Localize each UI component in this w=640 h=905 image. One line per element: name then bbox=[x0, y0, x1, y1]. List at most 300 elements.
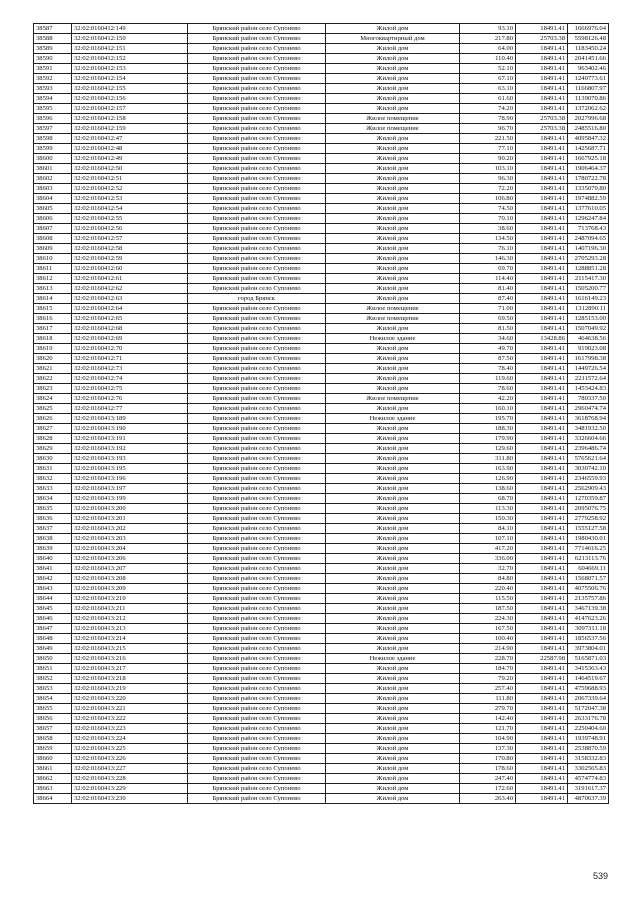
cadastral-value-cell: 2396486.74 bbox=[568, 444, 609, 454]
address-cell: город Брянск bbox=[188, 294, 326, 304]
row-number-cell: 38609 bbox=[34, 244, 72, 254]
table-row bbox=[34, 324, 609, 334]
address-cell: Брянский район село Супонево bbox=[188, 614, 326, 624]
row-number-cell: 38652 bbox=[34, 674, 72, 684]
cadastral-value-cell: 1312890.11 bbox=[568, 304, 609, 314]
table-row bbox=[34, 214, 609, 224]
specific-value-cell: 18491.41 bbox=[516, 44, 568, 54]
cadastral-value-cell: 1666976.04 bbox=[568, 24, 609, 34]
cadastral-number-cell: 32:02:0160413:189 bbox=[72, 414, 188, 424]
row-number-cell: 38637 bbox=[34, 524, 72, 534]
cadastral-value-cell: 4870637.39 bbox=[568, 794, 609, 804]
specific-value-cell: 18491.41 bbox=[516, 294, 568, 304]
cadastral-value-cell: 1906464.37 bbox=[568, 164, 609, 174]
table-row bbox=[34, 364, 609, 374]
table-row bbox=[34, 704, 609, 714]
object-type-cell: Жилой дом bbox=[326, 504, 460, 514]
specific-value-cell: 18491.41 bbox=[516, 514, 568, 524]
cadastral-value-cell: 3302565.83 bbox=[568, 764, 609, 774]
row-number-cell: 38598 bbox=[34, 134, 72, 144]
cadastral-number-cell: 32:02:0160412:65 bbox=[72, 314, 188, 324]
row-number-cell: 38632 bbox=[34, 474, 72, 484]
table-row bbox=[34, 564, 609, 574]
table-row bbox=[34, 134, 609, 144]
area-cell: 74.50 bbox=[460, 204, 516, 214]
object-type-cell: Жилой дом bbox=[326, 154, 460, 164]
area-cell: 76.10 bbox=[460, 244, 516, 254]
row-number-cell: 38618 bbox=[34, 334, 72, 344]
cadastral-value-cell: 1617998.38 bbox=[568, 354, 609, 364]
area-cell: 179.90 bbox=[460, 434, 516, 444]
table-row bbox=[34, 24, 609, 34]
object-type-cell: Жилой дом bbox=[326, 64, 460, 74]
object-type-cell: Жилой дом bbox=[326, 344, 460, 354]
cadastral-value-cell: 1667925.18 bbox=[568, 154, 609, 164]
row-number-cell: 38612 bbox=[34, 274, 72, 284]
cadastral-value-cell: 2250404.60 bbox=[568, 724, 609, 734]
address-cell: Брянский район село Супонево bbox=[188, 414, 326, 424]
area-cell: 32.70 bbox=[460, 564, 516, 574]
cadastral-number-cell: 32:02:0160413:228 bbox=[72, 774, 188, 784]
row-number-cell: 38588 bbox=[34, 34, 72, 44]
row-number-cell: 38605 bbox=[34, 204, 72, 214]
table-row bbox=[34, 94, 609, 104]
cadastral-number-cell: 32:02:0160413:212 bbox=[72, 614, 188, 624]
table-row bbox=[34, 444, 609, 454]
object-type-cell: Жилой дом bbox=[326, 224, 460, 234]
address-cell: Брянский район село Супонево bbox=[188, 594, 326, 604]
area-cell: 121.70 bbox=[460, 724, 516, 734]
cadastral-value-cell: 2346559.93 bbox=[568, 474, 609, 484]
cadastral-number-cell: 32:02:0160412:149 bbox=[72, 24, 188, 34]
table-row bbox=[34, 174, 609, 184]
row-number-cell: 38633 bbox=[34, 484, 72, 494]
cadastral-number-cell: 32:02:0160413:217 bbox=[72, 664, 188, 674]
row-number-cell: 38610 bbox=[34, 254, 72, 264]
row-number-cell: 38643 bbox=[34, 584, 72, 594]
row-number-cell: 38589 bbox=[34, 44, 72, 54]
specific-value-cell: 18491.41 bbox=[516, 644, 568, 654]
specific-value-cell: 18491.41 bbox=[516, 664, 568, 674]
address-cell: Брянский район село Супонево bbox=[188, 364, 326, 374]
row-number-cell: 38628 bbox=[34, 434, 72, 444]
cadastral-value-cell: 1240773.61 bbox=[568, 74, 609, 84]
object-type-cell: Жилой дом bbox=[326, 74, 460, 84]
address-cell: Брянский район село Супонево bbox=[188, 434, 326, 444]
cadastral-value-cell: 2960474.74 bbox=[568, 404, 609, 414]
object-type-cell: Жилой дом bbox=[326, 274, 460, 284]
area-cell: 113.30 bbox=[460, 504, 516, 514]
row-number-cell: 38620 bbox=[34, 354, 72, 364]
cadastral-number-cell: 32:02:0160412:158 bbox=[72, 114, 188, 124]
cadastral-number-cell: 32:02:0160413:229 bbox=[72, 784, 188, 794]
cadastral-value-cell: 3191617.37 bbox=[568, 784, 609, 794]
cadastral-value-cell: 1555127.58 bbox=[568, 524, 609, 534]
cadastral-number-cell: 32:02:0160412:48 bbox=[72, 144, 188, 154]
row-number-cell: 38644 bbox=[34, 594, 72, 604]
object-type-cell: Жилой дом bbox=[326, 424, 460, 434]
area-cell: 100.40 bbox=[460, 634, 516, 644]
cadastral-number-cell: 32:02:0160412:54 bbox=[72, 204, 188, 214]
area-cell: 87.50 bbox=[460, 354, 516, 364]
address-cell: Брянский район село Супонево bbox=[188, 764, 326, 774]
object-type-cell: Жилой дом bbox=[326, 694, 460, 704]
row-number-cell: 38658 bbox=[34, 734, 72, 744]
object-type-cell: Жилой дом bbox=[326, 554, 460, 564]
cadastral-number-cell: 32:02:0160412:157 bbox=[72, 104, 188, 114]
address-cell: Брянский район село Супонево bbox=[188, 254, 326, 264]
area-cell: 81.50 bbox=[460, 324, 516, 334]
cadastral-number-cell: 32:02:0160413:195 bbox=[72, 464, 188, 474]
cadastral-value-cell: 1453424.83 bbox=[568, 384, 609, 394]
cadastral-number-cell: 32:02:0160412:76 bbox=[72, 394, 188, 404]
object-type-cell: Жилой дом bbox=[326, 434, 460, 444]
table-row bbox=[34, 64, 609, 74]
specific-value-cell: 18491.41 bbox=[516, 324, 568, 334]
table-row bbox=[34, 44, 609, 54]
object-type-cell: Жилой дом bbox=[326, 44, 460, 54]
area-cell: 138.60 bbox=[460, 484, 516, 494]
specific-value-cell: 18491.41 bbox=[516, 204, 568, 214]
table-row bbox=[34, 614, 609, 624]
row-number-cell: 38619 bbox=[34, 344, 72, 354]
cadastral-value-cell: 1507049.92 bbox=[568, 324, 609, 334]
cadastral-number-cell: 32:02:0160412:52 bbox=[72, 184, 188, 194]
cadastral-number-cell: 32:02:0160412:155 bbox=[72, 84, 188, 94]
cadastral-number-cell: 32:02:0160412:153 bbox=[72, 64, 188, 74]
cadastral-value-cell: 7714616.25 bbox=[568, 544, 609, 554]
cadastral-value-cell: 3973804.01 bbox=[568, 644, 609, 654]
cadastral-value-cell: 2027996.68 bbox=[568, 114, 609, 124]
area-cell: 38.60 bbox=[460, 224, 516, 234]
cadastral-number-cell: 32:02:0160413:201 bbox=[72, 514, 188, 524]
specific-value-cell: 18491.41 bbox=[516, 734, 568, 744]
row-number-cell: 38597 bbox=[34, 124, 72, 134]
specific-value-cell: 18491.41 bbox=[516, 404, 568, 414]
cadastral-number-cell: 32:02:0160413:193 bbox=[72, 454, 188, 464]
cadastral-number-cell: 32:02:0160412:58 bbox=[72, 244, 188, 254]
object-type-cell: Жилой дом bbox=[326, 324, 460, 334]
cadastral-number-cell: 32:02:0160412:75 bbox=[72, 384, 188, 394]
area-cell: 188.30 bbox=[460, 424, 516, 434]
cadastral-number-cell: 32:02:0160412:73 bbox=[72, 364, 188, 374]
row-number-cell: 38623 bbox=[34, 384, 72, 394]
row-number-cell: 38595 bbox=[34, 104, 72, 114]
cadastral-number-cell: 32:02:0160412:150 bbox=[72, 34, 188, 44]
row-number-cell: 38613 bbox=[34, 284, 72, 294]
area-cell: 137.30 bbox=[460, 744, 516, 754]
area-cell: 87.40 bbox=[460, 294, 516, 304]
cadastral-number-cell: 32:02:0160413:206 bbox=[72, 554, 188, 564]
cadastral-number-cell: 32:02:0160412:51 bbox=[72, 174, 188, 184]
area-cell: 96.70 bbox=[460, 124, 516, 134]
cadastral-number-cell: 32:02:0160413:207 bbox=[72, 564, 188, 574]
row-number-cell: 38638 bbox=[34, 534, 72, 544]
area-cell: 170.80 bbox=[460, 754, 516, 764]
cadastral-value-cell: 1183450.24 bbox=[568, 44, 609, 54]
row-number-cell: 38636 bbox=[34, 514, 72, 524]
area-cell: 78.40 bbox=[460, 364, 516, 374]
area-cell: 90.20 bbox=[460, 154, 516, 164]
address-cell: Брянский район село Супонево bbox=[188, 504, 326, 514]
cadastral-value-cell: 780337.50 bbox=[568, 394, 609, 404]
specific-value-cell: 25703.38 bbox=[516, 124, 568, 134]
cadastral-number-cell: 32:02:0160412:59 bbox=[72, 254, 188, 264]
object-type-cell: Жилой дом bbox=[326, 214, 460, 224]
object-type-cell: Жилой дом bbox=[326, 254, 460, 264]
cadastral-number-cell: 32:02:0160413:197 bbox=[72, 484, 188, 494]
object-type-cell: Жилой дом bbox=[326, 634, 460, 644]
cadastral-value-cell: 3481932.50 bbox=[568, 424, 609, 434]
cadastral-value-cell: 2633176.78 bbox=[568, 714, 609, 724]
address-cell: Брянский район село Супонево bbox=[188, 664, 326, 674]
area-cell: 119.60 bbox=[460, 374, 516, 384]
cadastral-number-cell: 32:02:0160413:213 bbox=[72, 624, 188, 634]
address-cell: Брянский район село Супонево bbox=[188, 524, 326, 534]
specific-value-cell: 18491.41 bbox=[516, 714, 568, 724]
table-row bbox=[34, 294, 609, 304]
table-row bbox=[34, 794, 609, 804]
table-row bbox=[34, 54, 609, 64]
specific-value-cell: 18491.41 bbox=[516, 234, 568, 244]
table-row bbox=[34, 554, 609, 564]
area-cell: 417.20 bbox=[460, 544, 516, 554]
address-cell: Брянский район село Супонево bbox=[188, 694, 326, 704]
cadastral-number-cell: 32:02:0160412:156 bbox=[72, 94, 188, 104]
cadastral-value-table bbox=[33, 23, 609, 804]
row-number-cell: 38611 bbox=[34, 264, 72, 274]
table-row bbox=[34, 354, 609, 364]
table-row bbox=[34, 594, 609, 604]
cadastral-number-cell: 32:02:0160413:199 bbox=[72, 494, 188, 504]
specific-value-cell: 25703.38 bbox=[516, 114, 568, 124]
row-number-cell: 38608 bbox=[34, 234, 72, 244]
object-type-cell: Жилой дом bbox=[326, 674, 460, 684]
row-number-cell: 38622 bbox=[34, 374, 72, 384]
area-cell: 217.80 bbox=[460, 34, 516, 44]
cadastral-number-cell: 32:02:0160413:196 bbox=[72, 474, 188, 484]
object-type-cell: Жилой дом bbox=[326, 454, 460, 464]
object-type-cell: Жилой дом bbox=[326, 534, 460, 544]
cadastral-number-cell: 32:02:0160413:227 bbox=[72, 764, 188, 774]
row-number-cell: 38662 bbox=[34, 774, 72, 784]
specific-value-cell: 18491.41 bbox=[516, 694, 568, 704]
table-row bbox=[34, 254, 609, 264]
table-row bbox=[34, 674, 609, 684]
table-row bbox=[34, 84, 609, 94]
area-cell: 142.40 bbox=[460, 714, 516, 724]
area-cell: 146.30 bbox=[460, 254, 516, 264]
object-type-cell: Жилое помещение bbox=[326, 394, 460, 404]
cadastral-value-cell: 4759688.93 bbox=[568, 684, 609, 694]
cadastral-number-cell: 32:02:0160412:56 bbox=[72, 224, 188, 234]
row-number-cell: 38607 bbox=[34, 224, 72, 234]
cadastral-value-cell: 2487094.65 bbox=[568, 234, 609, 244]
cadastral-number-cell: 32:02:0160413:226 bbox=[72, 754, 188, 764]
object-type-cell: Жилой дом bbox=[326, 24, 460, 34]
table-row bbox=[34, 104, 609, 114]
area-cell: 103.10 bbox=[460, 164, 516, 174]
row-number-cell: 38599 bbox=[34, 144, 72, 154]
address-cell: Брянский район село Супонево bbox=[188, 284, 326, 294]
area-cell: 279.70 bbox=[460, 704, 516, 714]
table-row bbox=[34, 344, 609, 354]
table-row bbox=[34, 714, 609, 724]
specific-value-cell: 18491.41 bbox=[516, 164, 568, 174]
row-number-cell: 38650 bbox=[34, 654, 72, 664]
object-type-cell: Жилой дом bbox=[326, 264, 460, 274]
cadastral-number-cell: 32:02:0160413:225 bbox=[72, 744, 188, 754]
object-type-cell: Нежилое здание bbox=[326, 414, 460, 424]
area-cell: 134.50 bbox=[460, 234, 516, 244]
table-row bbox=[34, 224, 609, 234]
specific-value-cell: 18491.41 bbox=[516, 724, 568, 734]
address-cell: Брянский район село Супонево bbox=[188, 214, 326, 224]
cadastral-number-cell: 32:02:0160412:152 bbox=[72, 54, 188, 64]
cadastral-value-cell: 4095847.32 bbox=[568, 134, 609, 144]
cadastral-value-cell: 1449726.54 bbox=[568, 364, 609, 374]
table-row bbox=[34, 664, 609, 674]
object-type-cell: Жилой дом bbox=[326, 244, 460, 254]
row-number-cell: 38649 bbox=[34, 644, 72, 654]
cadastral-value-cell: 1425687.71 bbox=[568, 144, 609, 154]
area-cell: 184.70 bbox=[460, 664, 516, 674]
cadastral-number-cell: 32:02:0160412:159 bbox=[72, 124, 188, 134]
object-type-cell: Жилой дом bbox=[326, 564, 460, 574]
area-cell: 163.90 bbox=[460, 464, 516, 474]
object-type-cell: Жилой дом bbox=[326, 774, 460, 784]
address-cell: Брянский район село Супонево bbox=[188, 44, 326, 54]
cadastral-value-cell: 5598126.48 bbox=[568, 34, 609, 44]
table-row bbox=[34, 34, 609, 44]
row-number-cell: 38640 bbox=[34, 554, 72, 564]
cadastral-value-cell: 1856537.56 bbox=[568, 634, 609, 644]
cadastral-value-cell: 4075506.76 bbox=[568, 584, 609, 594]
area-cell: 311.80 bbox=[460, 454, 516, 464]
specific-value-cell: 18491.41 bbox=[516, 754, 568, 764]
row-number-cell: 38603 bbox=[34, 184, 72, 194]
specific-value-cell: 18491.41 bbox=[516, 264, 568, 274]
cadastral-number-cell: 32:02:0160412:57 bbox=[72, 234, 188, 244]
table-row bbox=[34, 314, 609, 324]
specific-value-cell: 18491.41 bbox=[516, 634, 568, 644]
cadastral-value-cell: 5765621.64 bbox=[568, 454, 609, 464]
address-cell: Брянский район село Супонево bbox=[188, 274, 326, 284]
area-cell: 78.90 bbox=[460, 114, 516, 124]
cadastral-value-cell: 6213113.76 bbox=[568, 554, 609, 564]
object-type-cell: Жилой дом bbox=[326, 644, 460, 654]
address-cell: Брянский район село Супонево bbox=[188, 384, 326, 394]
area-cell: 61.60 bbox=[460, 94, 516, 104]
object-type-cell: Жилой дом bbox=[326, 204, 460, 214]
area-cell: 110.40 bbox=[460, 54, 516, 64]
row-number-cell: 38634 bbox=[34, 494, 72, 504]
row-number-cell: 38602 bbox=[34, 174, 72, 184]
area-cell: 70.10 bbox=[460, 214, 516, 224]
object-type-cell: Жилой дом bbox=[326, 794, 460, 804]
table-row bbox=[34, 334, 609, 344]
table-row bbox=[34, 124, 609, 134]
table-row bbox=[34, 274, 609, 284]
area-cell: 172.60 bbox=[460, 784, 516, 794]
address-cell: Брянский район село Супонево bbox=[188, 184, 326, 194]
row-number-cell: 38651 bbox=[34, 664, 72, 674]
area-cell: 84.10 bbox=[460, 524, 516, 534]
cadastral-value-cell: 4574774.83 bbox=[568, 774, 609, 784]
row-number-cell: 38627 bbox=[34, 424, 72, 434]
table-row bbox=[34, 724, 609, 734]
cadastral-number-cell: 32:02:0160412:151 bbox=[72, 44, 188, 54]
specific-value-cell: 18491.41 bbox=[516, 544, 568, 554]
cadastral-number-cell: 32:02:0160413:202 bbox=[72, 524, 188, 534]
address-cell: Брянский район село Супонево bbox=[188, 244, 326, 254]
table-row bbox=[34, 744, 609, 754]
address-cell: Брянский район село Супонево bbox=[188, 134, 326, 144]
table-row bbox=[34, 754, 609, 764]
table-row bbox=[34, 584, 609, 594]
address-cell: Брянский район село Супонево bbox=[188, 164, 326, 174]
table-row bbox=[34, 244, 609, 254]
page-number: 539 bbox=[592, 871, 608, 881]
specific-value-cell: 18491.41 bbox=[516, 354, 568, 364]
object-type-cell: Жилой дом bbox=[326, 724, 460, 734]
specific-value-cell: 18491.41 bbox=[516, 344, 568, 354]
cadastral-number-cell: 32:02:0160412:49 bbox=[72, 154, 188, 164]
cadastral-value-cell: 2041451.66 bbox=[568, 54, 609, 64]
table-row bbox=[34, 504, 609, 514]
specific-value-cell: 18491.41 bbox=[516, 494, 568, 504]
address-cell: Брянский район село Супонево bbox=[188, 794, 326, 804]
cadastral-value-cell: 464638.56 bbox=[568, 334, 609, 344]
specific-value-cell: 18491.41 bbox=[516, 384, 568, 394]
cadastral-number-cell: 32:02:0160412:55 bbox=[72, 214, 188, 224]
specific-value-cell: 18491.41 bbox=[516, 54, 568, 64]
table-row bbox=[34, 534, 609, 544]
address-cell: Брянский район село Супонево bbox=[188, 724, 326, 734]
table-row bbox=[34, 184, 609, 194]
object-type-cell: Жилой дом bbox=[326, 784, 460, 794]
table-row bbox=[34, 204, 609, 214]
specific-value-cell: 18491.41 bbox=[516, 784, 568, 794]
area-cell: 106.80 bbox=[460, 194, 516, 204]
object-type-cell: Жилой дом bbox=[326, 524, 460, 534]
area-cell: 74.20 bbox=[460, 104, 516, 114]
row-number-cell: 38661 bbox=[34, 764, 72, 774]
address-cell: Брянский район село Супонево bbox=[188, 464, 326, 474]
table-row bbox=[34, 474, 609, 484]
cadastral-value-cell: 1296247.84 bbox=[568, 214, 609, 224]
row-number-cell: 38631 bbox=[34, 464, 72, 474]
address-cell: Брянский район село Супонево bbox=[188, 774, 326, 784]
specific-value-cell: 18491.41 bbox=[516, 364, 568, 374]
object-type-cell: Жилое помещение bbox=[326, 304, 460, 314]
cadastral-number-cell: 32:02:0160413:216 bbox=[72, 654, 188, 664]
table-row bbox=[34, 304, 609, 314]
specific-value-cell: 18491.41 bbox=[516, 224, 568, 234]
cadastral-value-cell: 3030742.10 bbox=[568, 464, 609, 474]
address-cell: Брянский район село Супонево bbox=[188, 654, 326, 664]
cadastral-value-cell: 5172047.38 bbox=[568, 704, 609, 714]
row-number-cell: 38647 bbox=[34, 624, 72, 634]
table-row bbox=[34, 424, 609, 434]
area-cell: 160.10 bbox=[460, 404, 516, 414]
object-type-cell: Жилой дом bbox=[326, 234, 460, 244]
address-cell: Брянский район село Супонево bbox=[188, 564, 326, 574]
area-cell: 67.10 bbox=[460, 74, 516, 84]
cadastral-number-cell: 32:02:0160413:219 bbox=[72, 684, 188, 694]
row-number-cell: 38656 bbox=[34, 714, 72, 724]
area-cell: 104.90 bbox=[460, 734, 516, 744]
